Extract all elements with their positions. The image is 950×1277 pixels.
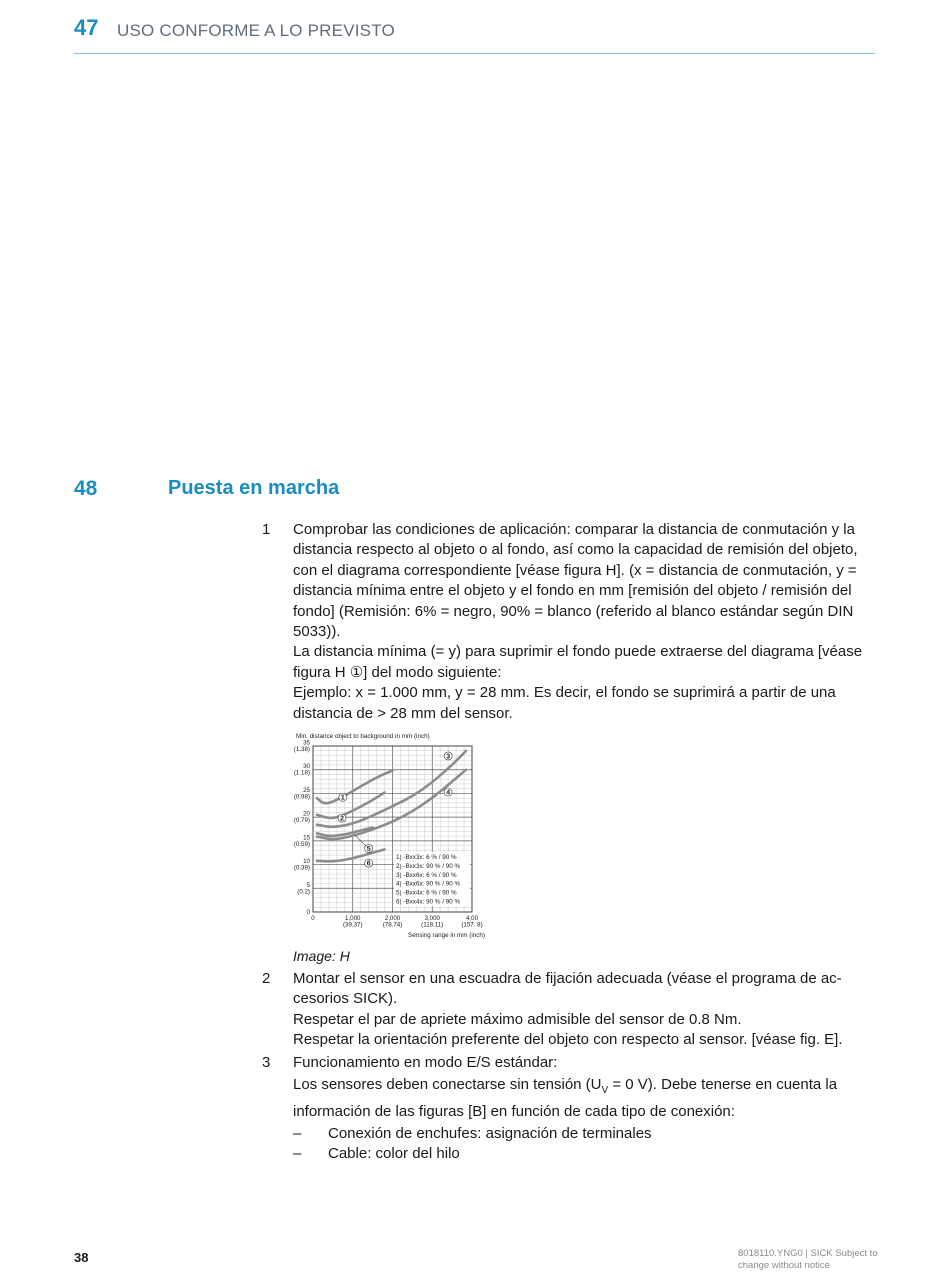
step-paragraph [293,1074,877,1123]
legend-entry: 3) -Bxx6x: 6 % / 90 % [396,871,457,879]
step-number: 3 [262,1054,271,1071]
legend-entry: 5) -Bxx4x: 6 % / 90 % [396,889,457,897]
step-paragraph: La distancia mínima (= y) para suprimir el fondo puede extraerse del diagrama [véase figura H ①] del modo siguiente: [293,643,863,681]
legend-entry: 1) -Bxx3x: 6 % / 90 % [396,854,457,861]
header-rule [74,53,875,54]
step-paragraph: Ejemplo: x = 1.000 mm, y = 28 mm. Es decir, el fondo se suprimirá a partir de una distancia de > 28 mm del sensor. [293,684,836,722]
y-tick-label: 35 [303,739,310,747]
x-tick-sublabel: (39.37) [342,921,363,929]
curve-marker-label: 1 [340,794,345,802]
sensing-range-chart [288,728,493,940]
legend-entry: 6) -Bxx4x: 90 % / 90 % [396,898,461,906]
curve-marker-label: 3 [446,753,451,761]
bullet-dash: – [293,1125,302,1142]
step-text: = 0 V). Debe tenerse en cuenta la información de las figuras [B] en función de cada tipo de conexión: [293,1075,838,1120]
step-3 [262,1052,877,1123]
y-tick-sublabel: (0.59) [293,840,310,848]
y-tick-sublabel: (0.98) [293,793,310,801]
step-paragraph: Montar el sensor en una escuadra de fijación adecuada (véase el programa de accesorios SICK). [293,970,842,1008]
y-tick-sublabel: (0.2) [297,888,310,896]
x-axis-label: Sensing range in mm (inch) [408,932,485,939]
step-paragraph: Funcionamiento en modo E/S estándar: [293,1054,558,1071]
curve-marker-label: 6 [366,860,371,868]
figure-caption: Image: H [293,948,350,964]
x-tick-sublabel: (118.11) [421,921,444,929]
step-2 [262,969,877,1051]
x-tick-label: 4,00 [465,915,479,922]
y-tick-label: 30 [303,763,310,771]
legend-entry: 2) -Bxx3x: 90 % / 90 % [396,862,461,870]
series-curve [317,770,466,839]
x-tick-sublabel: (78.74) [382,921,403,929]
y-tick-sublabel: (0.79) [293,817,310,825]
y-tick-label: 5 [306,881,310,889]
x-tick-label: 3,000 [424,915,440,922]
curve-marker-label: 4 [446,789,451,797]
y-axis-label: Min. distance object to background in mm (inch) [296,733,430,740]
step-paragraph: Comprobar las condiciones de aplicación: comparar la distancia de conmutación y la distancia respecto al objeto o al fondo, así como la capacidad de remisión del objeto, con el diagrama correspondiente [véase figura H]. (x = distancia de conmutación, y = distancia mínima entre el objeto y el fondo en mm [remisión del objeto / remisión del fondo] (Remisión: 6% = negro, 90% = blanco (referido al blanco estándar según DIN 5033)). [293,521,858,641]
step-paragraph: Respetar el par de apriete máximo admisible del sensor de 0.8 Nm. [293,1010,742,1028]
bullet-text: Conexión de enchufes: asignación de terminales [328,1125,652,1142]
curve-marker-label: 2 [340,815,344,823]
x-tick-label: 0 [311,915,315,922]
legend-entry: 4) -Bxx6x: 90 % / 90 % [396,880,461,888]
x-tick-label: 1,000 [345,915,361,922]
header-number: 47 [74,15,99,40]
section-title: Puesta en marcha [168,477,340,499]
x-tick-label: 2,000 [384,915,401,922]
bullet-text: Cable: color del hilo [328,1145,460,1162]
y-tick-sublabel: (1.18) [293,769,310,777]
step-text: Los sensores deben conectarse sin tensión (U [293,1075,602,1093]
footer-note: 8018110.YNG0 | SICK Subject to change without notice [738,1248,878,1271]
subscript-v: V [601,1084,609,1096]
section-number: 48 [74,477,98,500]
y-tick-label: 25 [303,786,310,794]
y-tick-sublabel: (1.38) [293,746,310,753]
y-tick-sublabel: (0.39) [293,864,310,872]
y-tick-label: 10 [303,858,310,866]
curve-marker-label: 5 [366,845,371,853]
page-number: 38 [74,1250,89,1265]
x-tick-sublabel: (157. 8) [461,921,483,929]
series-curve [317,849,385,861]
step-number: 2 [262,970,271,987]
y-tick-label: 15 [303,834,310,842]
step-number: 1 [262,521,271,538]
bullet-dash: – [293,1145,302,1162]
step-1 [262,520,877,724]
y-tick-label: 0 [306,909,310,916]
step-paragraph: Respetar la orientación preferente del objeto con respecto al sensor. [véase fig. E]. [293,1031,843,1049]
header-title: USO CONFORME A LO PREVISTO [117,21,395,40]
y-tick-label: 20 [303,810,310,818]
